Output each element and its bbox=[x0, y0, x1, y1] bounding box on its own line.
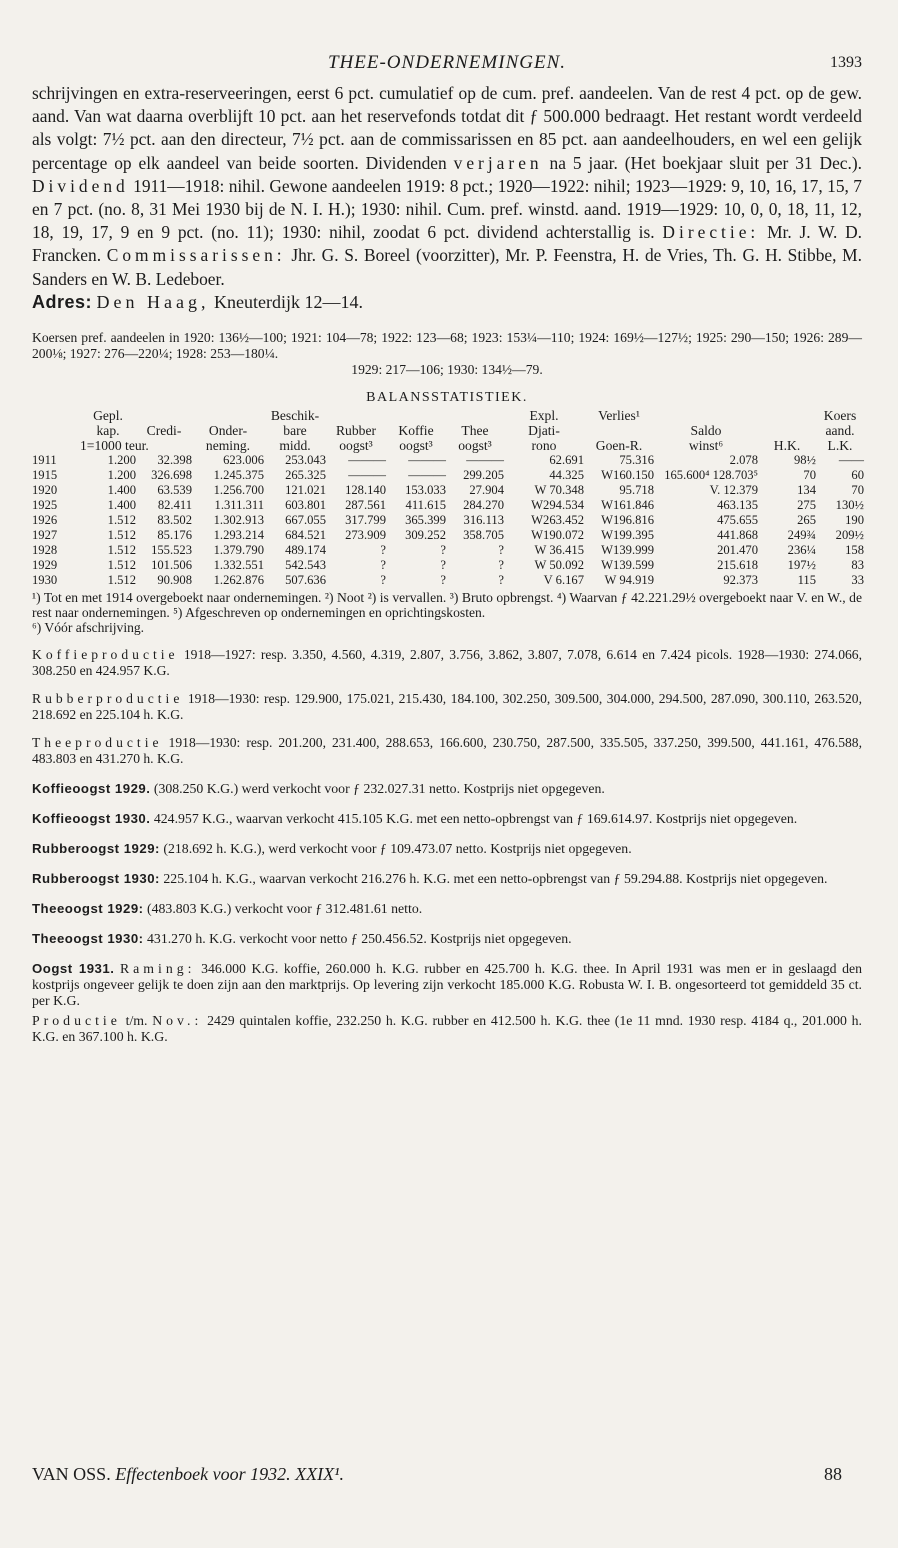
harvest-text: 431.270 h. K.G. verkocht voor netto ƒ 250.456.52. Kostprijs niet opgegeven. bbox=[147, 931, 572, 947]
table-cell: aand. bbox=[825, 423, 855, 439]
table-cell: V 6.167 bbox=[543, 573, 584, 588]
table-cell: Verlies¹ bbox=[598, 408, 640, 424]
productie-label: Productie bbox=[32, 1013, 121, 1029]
table-row bbox=[32, 498, 864, 513]
harvest-koffie-1929 bbox=[32, 781, 862, 797]
footer-publisher: VAN OSS. bbox=[32, 1464, 111, 1484]
intro-text-1c: 1911—1918: nihil. Gewone aandeelen 1919: 8 pct.; 1920—1922: nihil; 1923—1929: 9, 10, 16, 17, 15, 7 en 7 pct. (no. 8, 31 Mei 1930 bij de N. I. H.); 1930: nihil. Cum. pref. winstd. aand. 1919—1929: 10, 0, 0, 18, 11, 12, 18, 19, 17, 9 en 9 pct. (no. 11); 1930: nihil, zoodat 6 pct. dividend achterstallig is. bbox=[32, 175, 862, 243]
table-cell: 507.636 bbox=[285, 573, 326, 588]
table-cell bbox=[758, 408, 816, 423]
balans-body bbox=[32, 453, 864, 588]
table-cell: 115 bbox=[797, 573, 816, 588]
table-cell: Rubber bbox=[335, 423, 377, 439]
table-cell: 90.908 bbox=[157, 573, 192, 588]
table-cell: 70 bbox=[803, 468, 816, 483]
table-cell: W294.534 bbox=[531, 498, 584, 513]
balans-header bbox=[32, 408, 864, 453]
table-cell: 316.113 bbox=[463, 513, 504, 528]
harvest-label: Rubberoogst 1930: bbox=[32, 871, 160, 887]
table-cell: 236¼ bbox=[787, 543, 816, 558]
directie-label: Directie: bbox=[662, 222, 760, 243]
table-cell-year: 1929 bbox=[32, 558, 58, 573]
table-cell: 92.373 bbox=[723, 573, 758, 588]
oogst-1931-text: 346.000 K.G. koffie, 260.000 h. K.G. rubber en 425.700 h. K.G. thee. In April 1931 was men er in geslaagd den kostprijs ongeveer gelijk te doen zijn aan den marktprijs. Op levering zijn verkocht 185.000 K.G. Robusta W. I. B. ongesorteerd tot gemiddeld 35 ct. per K.G. bbox=[32, 961, 863, 1009]
table-cell-year bbox=[32, 423, 80, 438]
table-cell: 95.718 bbox=[619, 483, 654, 498]
table-cell: 27.904 bbox=[469, 483, 504, 498]
table-cell: 70 bbox=[851, 483, 864, 498]
table-cell: 1.400 bbox=[107, 483, 136, 498]
table-cell: rono bbox=[531, 438, 557, 454]
table-cell: ? bbox=[440, 558, 446, 573]
table-cell: 411.615 bbox=[405, 498, 446, 513]
table-cell: 1=1000 teur. bbox=[80, 438, 149, 454]
table-cell: 201.470 bbox=[717, 543, 758, 558]
footnotes bbox=[32, 590, 862, 635]
table-cell: ? bbox=[440, 573, 446, 588]
table-cell: Thee bbox=[461, 423, 489, 439]
harvest-label: Theeoogst 1930: bbox=[32, 931, 144, 947]
commissarissen-text: Jhr. G. S. Boreel (voorzitter), Mr. P. Feenstra, H. de Vries, Th. G. H. Stibbe, M. Sanders en W. B. Ledeboer. bbox=[32, 245, 862, 289]
page-footer bbox=[32, 1464, 862, 1485]
table-cell bbox=[326, 408, 386, 423]
koersen-block bbox=[32, 330, 862, 378]
table-cell: L.K. bbox=[827, 438, 853, 454]
table-cell: V. 12.379 bbox=[709, 483, 758, 498]
table-cell: 63.539 bbox=[157, 483, 192, 498]
table-cell: 1.200 bbox=[107, 453, 136, 468]
intro-paragraph bbox=[32, 82, 862, 314]
table-cell: 1.512 bbox=[107, 513, 136, 528]
dividend-label: Dividend bbox=[32, 175, 129, 196]
table-cell: 215.618 bbox=[717, 558, 758, 573]
table-cell: 1.293.214 bbox=[213, 528, 264, 543]
table-cell-year: 1930 bbox=[32, 573, 58, 588]
table-cell bbox=[654, 408, 758, 423]
table-cell: 284.270 bbox=[463, 498, 504, 513]
table-cell: 489.174 bbox=[285, 543, 326, 558]
table-cell: ? bbox=[380, 543, 386, 558]
page-number-bottom: 88 bbox=[824, 1464, 842, 1484]
harvest-label: Theeoogst 1929: bbox=[32, 901, 144, 917]
table-cell: 62.691 bbox=[549, 453, 584, 468]
theeproductie-label: Theeproductie bbox=[32, 735, 163, 751]
table-cell-year: 1928 bbox=[32, 543, 58, 558]
table-cell: 365.399 bbox=[405, 513, 446, 528]
table-cell: 158 bbox=[845, 543, 864, 558]
table-cell: W263.452 bbox=[531, 513, 584, 528]
table-cell: 134 bbox=[797, 483, 816, 498]
table-row bbox=[32, 513, 864, 528]
table-cell bbox=[584, 423, 654, 438]
theeproductie-text: 1918—1930: resp. 201.200, 231.400, 288.653, 166.600, 230.750, 287.500, 335.505, 337.250, 399.500, 441.161, 476.588, 483.803 en 431.270 h. K.G. bbox=[32, 735, 862, 767]
table-cell: 153.033 bbox=[405, 483, 446, 498]
address-city: Den Haag, bbox=[96, 291, 210, 312]
table-cell: bare bbox=[283, 423, 307, 439]
table-cell: winst⁶ bbox=[688, 438, 724, 454]
table-cell: Expl. bbox=[529, 408, 559, 424]
table-cell: 542.543 bbox=[285, 558, 326, 573]
table-cell: oogst³ bbox=[399, 438, 433, 454]
table-cell: 82.411 bbox=[157, 498, 192, 513]
harvest-thee-1930 bbox=[32, 931, 862, 947]
table-row bbox=[32, 468, 864, 483]
harvest-rubber-1929 bbox=[32, 841, 862, 857]
table-cell: 155.523 bbox=[151, 543, 192, 558]
harvest-text: (308.250 K.G.) werd verkocht voor ƒ 232.027.31 netto. Kostprijs niet opgegeven. bbox=[153, 781, 605, 797]
footnote-main: ¹) Tot en met 1914 overgeboekt naar ondernemingen. ²) Noot ²) is vervallen. ³) Bruto opbrengst. ⁴) Waarvan ƒ 42.221.29½ overgeboekt naar V. en W., de rest naar ondernemingen. ⁵) Afgeschreven op ondernemingen en oprichtingskosten. bbox=[32, 590, 862, 621]
nov-label: Nov.: bbox=[152, 1013, 203, 1029]
harvest-koffie-1930 bbox=[32, 811, 862, 827]
table-cell: W 94.919 bbox=[604, 573, 654, 588]
table-cell: 44.325 bbox=[549, 468, 584, 483]
table-cell bbox=[192, 408, 264, 423]
table-cell: midd. bbox=[279, 438, 311, 454]
table-cell: W160.150 bbox=[601, 468, 654, 483]
table-cell: 1.332.551 bbox=[213, 558, 264, 573]
table-row bbox=[32, 483, 864, 498]
table-cell: Onder- bbox=[208, 423, 248, 439]
table-cell bbox=[758, 423, 816, 438]
table-cell: 273.909 bbox=[345, 528, 386, 543]
table-row bbox=[32, 528, 864, 543]
table-cell: Goen-R. bbox=[595, 438, 643, 454]
raming-label: Raming: bbox=[119, 961, 196, 977]
table-cell-year: 1927 bbox=[32, 528, 58, 543]
productie-tm: t/m. bbox=[125, 1013, 148, 1029]
table-cell: 326.698 bbox=[151, 468, 192, 483]
table-cell: 1.379.790 bbox=[213, 543, 264, 558]
table-cell: 197½ bbox=[787, 558, 816, 573]
table-cell: ——— bbox=[348, 453, 386, 468]
table-cell: oogst³ bbox=[458, 438, 492, 454]
harvest-text: (483.803 K.G.) verkocht voor ƒ 312.481.61 netto. bbox=[147, 901, 423, 917]
table-cell: W190.072 bbox=[531, 528, 584, 543]
table-cell: Koers bbox=[823, 408, 857, 424]
page-number-top: 1393 bbox=[830, 54, 862, 71]
table-cell: 1.512 bbox=[107, 543, 136, 558]
table-cell: 441.868 bbox=[717, 528, 758, 543]
productie-text: 2429 quintalen koffie, 232.250 h. K.G. rubber en 412.500 h. K.G. thee (1e 11 mnd. 1930 resp. 4184 q., 201.000 h. K.G. en 367.100 h. K.G. bbox=[32, 1013, 862, 1045]
table-cell-year bbox=[32, 438, 80, 453]
table-cell: oogst³ bbox=[339, 438, 373, 454]
table-cell: 165.600⁴ 128.703⁵ bbox=[664, 468, 758, 483]
productie-tm-nov bbox=[32, 1013, 862, 1045]
harvest-rubber-1930 bbox=[32, 871, 862, 887]
intro-text-1: schrijvingen en extra-reserveeringen, eerst 6 pct. cumulatief op de cum. pref. aandeelen. Van de rest 4 pct. op de gew. aand. Van wat daarna overblijft 10 pct. aan het reservefonds totdat dit ƒ 500.000 bedraagt. Het restant wordt verdeeld als volgt: 7½ pct. aan den directeur, 7½ pct. aan de commissarissen en 85 pct. aan aandeelhouders, en wel een gelijk percentage op elk aandeel van beide soorten. Dividenden bbox=[32, 83, 862, 173]
harvest-thee-1929 bbox=[32, 901, 862, 917]
koffieproductie-label: Koffieproductie bbox=[32, 647, 179, 663]
table-cell: 475.655 bbox=[717, 513, 758, 528]
table-cell: 98½ bbox=[793, 453, 816, 468]
table-cell-year bbox=[32, 408, 80, 423]
table-cell: 287.561 bbox=[345, 498, 386, 513]
table-cell: 83.502 bbox=[157, 513, 192, 528]
table-cell: 128.140 bbox=[345, 483, 386, 498]
table-cell: W161.846 bbox=[601, 498, 654, 513]
table-cell: 623.006 bbox=[223, 453, 264, 468]
table-cell: 309.252 bbox=[405, 528, 446, 543]
table-cell-year: 1926 bbox=[32, 513, 58, 528]
table-cell: 317.799 bbox=[345, 513, 386, 528]
koersen-text: Koersen pref. aandeelen in 1920: 136½—100; 1921: 104—78; 1922: 123—68; 1923: 153¼—110; 1924: 169½—127½; 1925: 290—150; 1926: 289—200⅛; 1927: 276—220¼; 1928: 253—180¼. bbox=[32, 330, 862, 362]
table-cell: 130½ bbox=[835, 498, 864, 513]
table-cell: ? bbox=[380, 573, 386, 588]
table-header-row bbox=[32, 438, 864, 453]
table-cell: 1.302.913 bbox=[213, 513, 264, 528]
table-cell: 684.521 bbox=[285, 528, 326, 543]
table-cell: 60 bbox=[851, 468, 864, 483]
table-cell: H.K. bbox=[773, 438, 801, 454]
table-cell: 265 bbox=[797, 513, 816, 528]
table-cell: ——— bbox=[466, 453, 504, 468]
table-cell: 249¾ bbox=[787, 528, 816, 543]
table-cell: W199.395 bbox=[601, 528, 654, 543]
koffieproductie-text: 1918—1927: resp. 3.350, 4.560, 4.319, 2.807, 3.756, 3.862, 3.807, 7.078, 6.614 en 7.424 picols. 1928—1930: 274.066, 308.250 en 424.957 K.G. bbox=[32, 647, 862, 679]
table-cell: ? bbox=[498, 558, 504, 573]
table-cell: 75.316 bbox=[619, 453, 654, 468]
table-cell: 209½ bbox=[835, 528, 864, 543]
table-cell: ? bbox=[498, 543, 504, 558]
table-cell: Koffie bbox=[398, 423, 434, 439]
table-cell: W196.816 bbox=[601, 513, 654, 528]
table-cell: ? bbox=[498, 573, 504, 588]
table-cell: 85.176 bbox=[157, 528, 192, 543]
table-cell: 1.512 bbox=[107, 558, 136, 573]
table-cell-year: 1915 bbox=[32, 468, 58, 483]
table-cell: 253.043 bbox=[285, 453, 326, 468]
directie-text: Mr. J. W. D. Francken. bbox=[32, 222, 862, 266]
harvest-text: 225.104 h. K.G., waarvan verkocht 216.276 h. K.G. met een netto-opbrengst van ƒ 59.294.88. Kostprijs niet opgegeven. bbox=[163, 871, 828, 887]
table-cell: ——— bbox=[408, 468, 446, 483]
table-cell: 32.398 bbox=[157, 453, 192, 468]
table-cell: 667.055 bbox=[285, 513, 326, 528]
table-cell: Beschik- bbox=[270, 408, 320, 424]
table-cell: Saldo bbox=[690, 423, 722, 439]
table-cell: 358.705 bbox=[463, 528, 504, 543]
table-cell: 275 bbox=[797, 498, 816, 513]
rubberproductie-text: 1918—1930: resp. 129.900, 175.021, 215.430, 184.100, 302.250, 309.500, 304.000, 294.500, 287.090, 300.110, 263.520, 218.692 en 225.104 h. K.G. bbox=[32, 691, 862, 723]
running-title: THEE-ONDERNEMINGEN. bbox=[327, 52, 566, 73]
table-cell: W 70.348 bbox=[534, 483, 584, 498]
table-cell: ? bbox=[440, 543, 446, 558]
theeproductie bbox=[32, 735, 862, 767]
oogst-1931-label: Oogst 1931. bbox=[32, 961, 115, 977]
table-cell: 299.205 bbox=[463, 468, 504, 483]
table-row bbox=[32, 543, 864, 558]
table-cell: 1.200 bbox=[107, 468, 136, 483]
table-cell: 463.135 bbox=[717, 498, 758, 513]
table-cell: 1.262.876 bbox=[213, 573, 264, 588]
table-cell: 1.256.700 bbox=[213, 483, 264, 498]
table-cell-year: 1925 bbox=[32, 498, 58, 513]
table-cell: ——— bbox=[348, 468, 386, 483]
table-row bbox=[32, 558, 864, 573]
address-line bbox=[32, 291, 862, 314]
table-cell-year: 1920 bbox=[32, 483, 58, 498]
table-cell bbox=[386, 408, 446, 423]
balans-table bbox=[32, 408, 864, 588]
harvest-label: Koffieoogst 1929. bbox=[32, 781, 151, 797]
balans-title: BALANSSTATISTIEK. bbox=[366, 390, 528, 406]
address-label: Adres: bbox=[32, 291, 93, 312]
page-header bbox=[32, 52, 862, 82]
table-cell: 190 bbox=[845, 513, 864, 528]
table-cell: —— bbox=[838, 453, 864, 468]
table-header-row bbox=[32, 423, 864, 438]
footer-book-title: Effectenboek voor 1932. bbox=[115, 1464, 291, 1484]
table-cell: 33 bbox=[851, 573, 864, 588]
table-cell: 121.021 bbox=[285, 483, 326, 498]
koffieproductie bbox=[32, 647, 862, 679]
oogst-1931 bbox=[32, 961, 862, 1009]
table-cell: Gepl. bbox=[93, 408, 123, 424]
koersen-last: 1929: 217—106; 1930: 134½—79. bbox=[351, 362, 543, 378]
commissarissen-label: Commissarissen: bbox=[106, 245, 286, 266]
table-cell: Credi- bbox=[146, 423, 182, 439]
table-cell: 603.801 bbox=[285, 498, 326, 513]
table-cell bbox=[136, 408, 192, 423]
table-cell: 101.506 bbox=[151, 558, 192, 573]
table-cell: 83 bbox=[851, 558, 864, 573]
table-cell: W 50.092 bbox=[534, 558, 584, 573]
harvest-text: (218.692 h. K.G.), werd verkocht voor ƒ 109.473.07 netto. Kostprijs niet opgegeven. bbox=[163, 841, 632, 857]
rubberproductie-label: Rubberproductie bbox=[32, 691, 184, 707]
table-cell: W139.599 bbox=[601, 558, 654, 573]
table-cell: 1.512 bbox=[107, 573, 136, 588]
table-cell: ? bbox=[380, 558, 386, 573]
harvest-label: Koffieoogst 1930. bbox=[32, 811, 151, 827]
table-cell: Djati- bbox=[528, 423, 560, 439]
verjaren-word: verjaren bbox=[453, 152, 543, 173]
harvest-text: 424.957 K.G., waarvan verkocht 415.105 K.G. met een netto-opbrengst van ƒ 169.614.97. Kostprijs niet opgegeven. bbox=[153, 811, 798, 827]
table-header-row bbox=[32, 408, 864, 423]
harvest-label: Rubberoogst 1929: bbox=[32, 841, 160, 857]
intro-text-1b: na 5 jaar. (Het boekjaar sluit per 31 Dec.). bbox=[549, 152, 863, 173]
table-cell: 1.311.311 bbox=[214, 498, 264, 513]
table-cell: W139.999 bbox=[601, 543, 654, 558]
table-cell: neming. bbox=[205, 438, 251, 454]
table-cell: 1.400 bbox=[107, 498, 136, 513]
footer-volume: XXIX¹. bbox=[295, 1464, 345, 1484]
table-row bbox=[32, 453, 864, 468]
table-cell: 1.512 bbox=[107, 528, 136, 543]
table-row bbox=[32, 573, 864, 588]
address-street: Kneuterdijk 12—14. bbox=[213, 291, 363, 312]
table-cell: kap. bbox=[96, 423, 120, 439]
table-cell: W 36.415 bbox=[534, 543, 584, 558]
table-cell: 265.325 bbox=[285, 468, 326, 483]
table-cell: ——— bbox=[408, 453, 446, 468]
rubberproductie bbox=[32, 691, 862, 723]
table-cell: 1.245.375 bbox=[213, 468, 264, 483]
footnote-6: ⁶) Vóór afschrijving. bbox=[32, 620, 145, 636]
table-cell bbox=[446, 408, 504, 423]
table-cell: 2.078 bbox=[729, 453, 758, 468]
table-cell-year: 1911 bbox=[32, 453, 57, 468]
